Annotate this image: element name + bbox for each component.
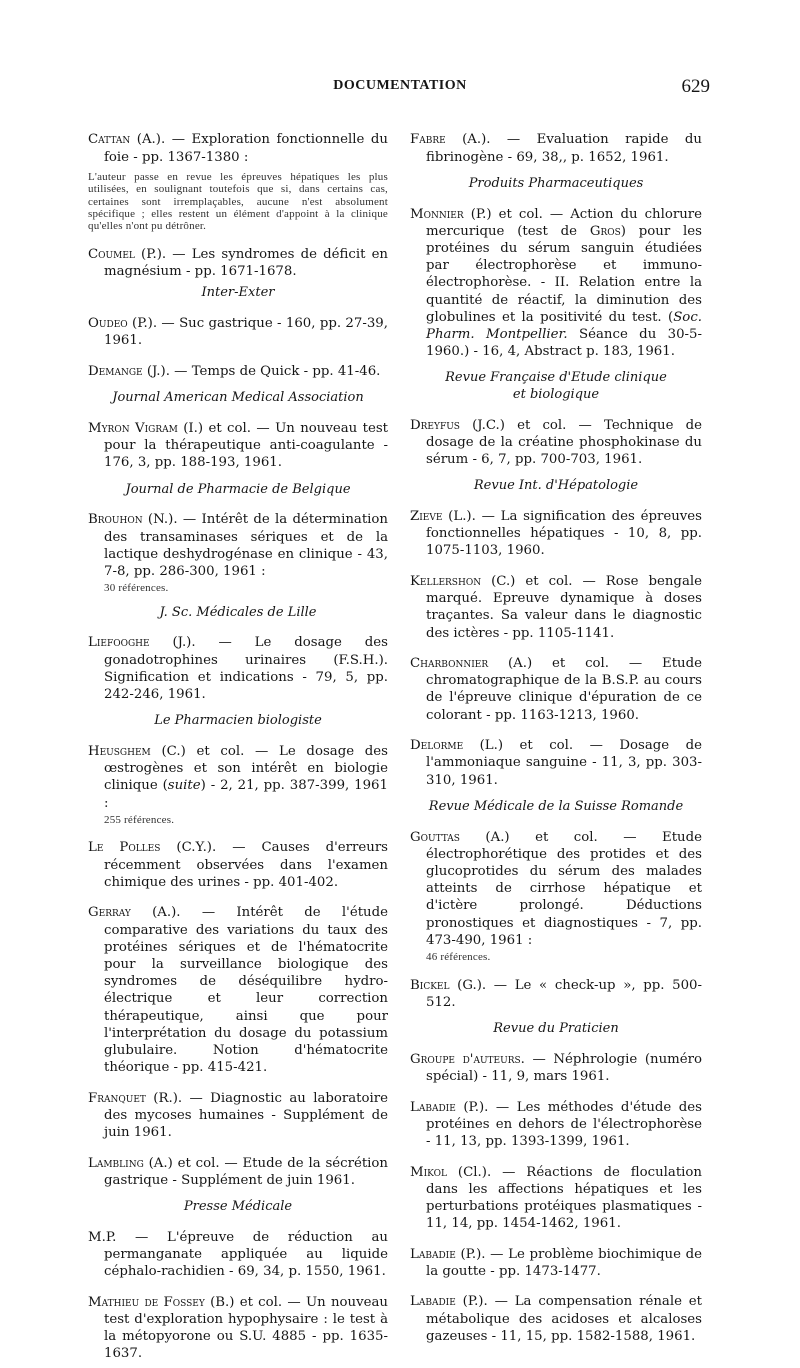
running-head <box>0 78 800 102</box>
citation-author: Heusghem <box>88 743 151 759</box>
citation-author: Labadie <box>410 1099 456 1115</box>
citation-author: Lambling <box>88 1155 144 1171</box>
citation-author: Liefooghe <box>88 635 150 651</box>
citation-author: Zieve <box>410 509 443 525</box>
citation-entry <box>410 508 702 560</box>
citation-text: (L.). — La signification des épreuves fonctionnelles hépatiques - 10, 8, pp. 1075-1103, 1960. <box>426 509 702 559</box>
citation-text: (G.). — Le « check-up », pp. 500-512. <box>426 977 702 1010</box>
citation-text: (P.). — Les syndromes de déficit en magnésium - pp. 1671-1678. <box>104 247 388 280</box>
citation-text: (I.) et col. — Un nouveau test pour la thérapeutique anti-coagulante - 176, 3, pp. 188-193, 1961. <box>104 420 389 471</box>
citation-text: (P.). — La compensation rénale et métabolique des acidoses et alcaloses gazeuses - 11, 15, pp. 1582-1588, 1961. <box>426 1294 702 1344</box>
citation-text: . — Néphrologie (numéro spécial) - 11, 9, mars 1961. <box>426 1051 702 1085</box>
citation-text: ) - 2, 21, pp. 387-399, 1961 : <box>104 778 388 811</box>
citation-text: (J.C.) et col. — Technique de dosage de la créatine phosphokinase du sérum - 6, 7, pp. 700-703, 1961. <box>426 417 702 468</box>
citation-author: Fabre <box>410 132 446 148</box>
citation-author: Mikol <box>410 1164 448 1180</box>
citation-author: Mathieu de Fossey <box>88 1294 205 1310</box>
citation-entry <box>410 206 702 361</box>
citation-text: (P.). — Suc gastrique - 160, pp. 27-39, 1961. <box>104 316 388 349</box>
citation-author: Bickel <box>410 977 450 993</box>
citation-entry <box>88 315 388 349</box>
citation-entry <box>88 1155 388 1189</box>
citation-author: Monnier <box>410 206 464 222</box>
page-title: DOCUMENTATION <box>333 78 467 93</box>
citation-entry <box>410 1246 702 1280</box>
journal-heading: Journal American Medical Association <box>112 390 364 406</box>
journal-heading: Revue Int. d'Hépatologie <box>473 478 639 494</box>
citation-text-italic: suite <box>167 778 201 794</box>
right-column <box>410 118 702 1350</box>
citation-entry <box>410 131 702 165</box>
citation-entry <box>88 420 388 472</box>
citation-text: (P.). — Le problème biochimique de la goutte - pp. 1473-1477. <box>426 1246 702 1279</box>
citation-text: (Cl.). — Réactions de floculation dans les affections hépatiques et les perturbations protéiques plasmatiques - 11, 14, pp. 1454-1462, 1961. <box>426 1164 702 1232</box>
citation-entry <box>410 655 702 724</box>
citation-entry <box>88 904 388 1076</box>
citation-entry <box>88 511 388 580</box>
page-number: 629 <box>681 76 710 97</box>
citation-author: Dreyfus <box>410 417 460 433</box>
citation-author: Delorme <box>410 738 464 754</box>
citation-text: (C.) et col. — Le dosage des œstrogènes et son intérêt en biologie clinique ( <box>104 743 388 794</box>
citation-author: M.P. <box>88 1229 117 1245</box>
citation-author: Le Polles <box>88 840 161 856</box>
citation-text: (A.) et col. — Etude chromatographique de la B.S.P. au cours de l'épreuve clinique d'épuration de ce colorant - pp. 1163-1213, 1960. <box>426 656 702 723</box>
citation-author: Kellershon <box>410 573 482 589</box>
citation-text: (A.). — Intérêt de l'étude comparative des variations du taux des protéines sériques et de l'hématocrite pour la surveillance biologique des syndromes de déséquilibre hydro-électrique et leur correction thérapeutique, ainsi que pour l'interprétation du dosage du potassium glubulaire. Notion d'hématocrite théorique - pp. 415-421. <box>104 905 388 1076</box>
citation-entry <box>410 1099 702 1151</box>
journal-heading <box>410 370 702 403</box>
reference-count: 255 références. <box>104 813 175 826</box>
journal-heading: J. Sc. Médicales de Lille <box>159 604 317 620</box>
citation-author: Labadie <box>410 1294 456 1310</box>
reference-count: 46 références. <box>426 950 491 963</box>
citation-entry <box>88 1294 388 1363</box>
journal-heading: Le Pharmacien biologiste <box>154 713 322 729</box>
citation-entry <box>410 1051 702 1085</box>
abstract-note: L'auteur passe en revue les épreuves hépatiques les plus utilisées, en soulignant toutefois que si, dans certains cas, certaines sont irremplaçables, aucune n'est absolument spécifique ; elles restent un élément d'appoint à la clinique qu'elles n'ont pu détrôner. <box>88 170 388 233</box>
citation-text: (J.). — Temps de Quick - pp. 41-46. <box>142 363 381 379</box>
citation-entry <box>88 363 388 380</box>
citation-entry <box>88 743 388 812</box>
reference-count: 30 références. <box>104 582 169 595</box>
citation-cited-author: Gros <box>589 223 621 239</box>
citation-entry <box>410 573 702 642</box>
citation-text: (A.) et col. — Etude électrophorétique des protides et des glucoprotides du sérum des malades atteints de cirrhose hépatique et d'ictère prolongé. Déductions pronostiques et diagnostiques - 7, pp. 473-490, 1961 : <box>426 829 702 948</box>
journal-heading: Revue Médicale de la Suisse Romande <box>428 798 684 814</box>
citation-author: Brouhon <box>88 512 143 528</box>
citation-text: (A.). — Evaluation rapide du fibrinogène - 69, 38,, p. 1652, 1961. <box>426 132 702 165</box>
citation-author: Labadie <box>410 1246 456 1262</box>
citation-author: Demange <box>88 363 143 379</box>
left-column <box>88 118 388 1368</box>
citation-text: (L.) et col. — Dosage de l'ammoniaque sanguine - 11, 3, pp. 303-310, 1961. <box>426 738 702 788</box>
citation-text: (A.) et col. — Etude de la sécrétion gastrique - Supplément de juin 1961. <box>104 1155 388 1188</box>
citation-entry <box>410 1293 702 1345</box>
citation-entry <box>410 829 702 949</box>
citation-entry <box>88 839 388 891</box>
journal-heading: Revue du Praticien <box>493 1021 619 1037</box>
citation-author: Coumel <box>88 247 135 263</box>
citation-text: (P.) et col. — Action du chlorure mercurique (test de <box>426 206 702 239</box>
citation-text: (C.Y.). — Causes d'erreurs récemment observées dans l'examen chimique des urines - pp. 401-402. <box>104 840 388 890</box>
citation-author: Myron Vigram <box>88 420 178 436</box>
citation-text: (J.). — Le dosage des gonadotrophines urinaires (F.S.H.). Signification et indications - 79, 5, pp. 242-246, 1961. <box>104 635 388 702</box>
citation-author: Gerray <box>88 905 131 921</box>
citation-entry <box>410 417 702 469</box>
citation-author: Franquet <box>88 1090 146 1106</box>
citation-author: Cattan <box>88 132 131 148</box>
citation-text-italic: Soc. Pharm. Montpellier. <box>426 309 702 342</box>
citation-text: (N.). — Intérêt de la détermination des transaminases sériques et de la lactique deshydrogénase en clinique - 43, 7-8, pp. 286-300, 1961 : <box>104 512 388 579</box>
citation-text: (P.). — Les méthodes d'étude des protéines en dehors de l'électrophorèse - 11, 13, pp. 1393-1399, 1961. <box>426 1099 702 1149</box>
citation-entry <box>88 246 388 280</box>
citation-author: Groupe d'auteurs <box>410 1051 521 1067</box>
journal-heading-line: Revue Française d'Etude clinique <box>445 370 667 386</box>
journal-heading: Presse Médicale <box>183 1199 293 1215</box>
journal-heading-line: et biologique <box>512 386 600 402</box>
citation-author: Oudeo <box>88 316 128 332</box>
journal-heading: Journal de Pharmacie de Belgique <box>125 481 351 497</box>
citation-entry <box>410 1164 702 1233</box>
citation-entry <box>410 977 702 1011</box>
citation-text: — L'épreuve de réduction au permanganate appliquée au liquide céphalo-rachidien - 69, 34, p. 1550, 1961. <box>104 1229 388 1280</box>
citation-text: ) pour les protéines du sérum sanguin étudiées par électrophorèse et immuno-électrophorèse. - II. Relation entre la quantité de réactif, la diminution des globulines et la positivité du test. ( <box>426 223 702 325</box>
citation-author: Gouttas <box>410 829 460 845</box>
citation-text: Séance du 30-5-1960.) - 16, 4, Abstract p. 183, 1961. <box>426 326 702 360</box>
journal-heading: Inter-Exter <box>201 285 275 301</box>
citation-entry <box>410 737 702 789</box>
citation-entry <box>88 634 388 703</box>
citation-text: (B.) et col. — Un nouveau test d'exploration hypophysaire : le test à la métopyorone ou S.U. 4885 - pp. 1635-1637. <box>104 1294 388 1362</box>
citation-entry <box>88 1090 388 1142</box>
citation-text: (C.) et col. — Rose bengale marqué. Epreuve dynamique à doses traçantes. Sa valeur dans le diagnostic des ictères - pp. 1105-1141. <box>426 573 702 641</box>
citation-text: (A.). — Exploration fonctionnelle du foie - pp. 1367-1380 : <box>104 132 388 165</box>
citation-author: Charbonnier <box>410 656 489 672</box>
citation-entry <box>88 131 388 165</box>
journal-heading: Produits Pharmaceutiques <box>468 175 644 191</box>
citation-text: (R.). — Diagnostic au laboratoire des mycoses humaines - Supplément de juin 1961. <box>104 1090 388 1141</box>
